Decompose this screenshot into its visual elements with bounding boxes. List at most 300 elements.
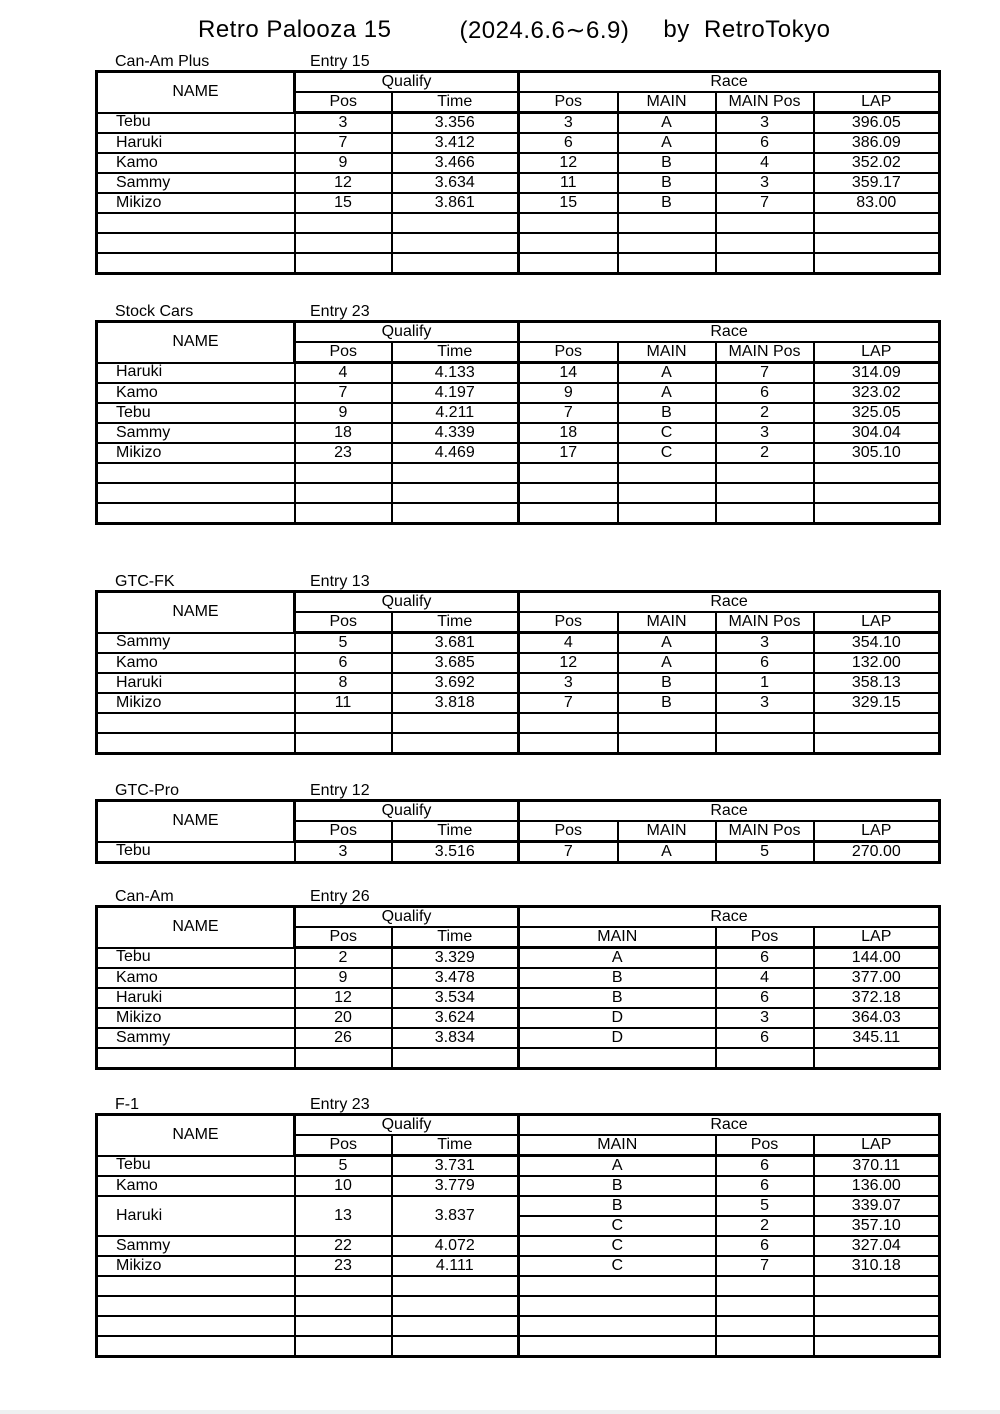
cell-name: Kamo bbox=[97, 383, 295, 403]
header-race-lap: LAP bbox=[814, 1135, 940, 1156]
header-race-main: MAIN bbox=[618, 342, 716, 363]
header-race-lap: LAP bbox=[814, 927, 940, 948]
header-qualify-time: Time bbox=[392, 1135, 519, 1156]
cell-race-main: A bbox=[519, 1156, 716, 1177]
results-sections bbox=[0, 50, 1000, 1358]
header-row-groups bbox=[97, 322, 940, 343]
cell-race-main bbox=[618, 483, 716, 503]
header-qualify-pos: Pos bbox=[295, 342, 392, 363]
cell-race-pos: 6 bbox=[716, 1236, 814, 1256]
cell-qualify-pos: 23 bbox=[295, 443, 392, 463]
table-row bbox=[97, 1028, 940, 1048]
cell-race-main: C bbox=[519, 1216, 716, 1236]
cell-qualify-time bbox=[392, 213, 519, 233]
cell-race-main: B bbox=[618, 403, 716, 423]
cell-qualify-pos: 12 bbox=[295, 173, 392, 193]
cell-race-main: A bbox=[618, 113, 716, 134]
cell-race-pos: 6 bbox=[716, 948, 814, 969]
cell-qualify-time: 4.072 bbox=[392, 1236, 519, 1256]
header-row-groups bbox=[97, 1115, 940, 1136]
cell-race-pos: 4 bbox=[716, 968, 814, 988]
cell-race-pos: 6 bbox=[716, 1156, 814, 1177]
cell-name: Haruki bbox=[97, 673, 295, 693]
section-entry-count: Entry 13 bbox=[310, 573, 370, 590]
cell-name: Sammy bbox=[97, 1236, 295, 1256]
table-row bbox=[97, 633, 940, 654]
empty-row bbox=[97, 733, 940, 754]
cell-qualify-pos: 23 bbox=[295, 1256, 392, 1276]
cell-race-main-pos bbox=[716, 233, 814, 253]
header-qualify: Qualify bbox=[295, 72, 519, 93]
cell-race-main: B bbox=[519, 1196, 716, 1216]
cell-race-main: A bbox=[618, 633, 716, 654]
table-row bbox=[97, 1008, 940, 1028]
cell-race-lap: 364.03 bbox=[814, 1008, 940, 1028]
cell-race-lap: 358.13 bbox=[814, 673, 940, 693]
cell-qualify-pos: 7 bbox=[295, 383, 392, 403]
cell-race-pos: 12 bbox=[519, 153, 618, 173]
cell-race-main bbox=[519, 1276, 716, 1296]
cell-race-pos bbox=[519, 463, 618, 483]
cell-qualify-time bbox=[392, 1336, 519, 1357]
cell-race-main: D bbox=[519, 1008, 716, 1028]
header-qualify-pos: Pos bbox=[295, 1135, 392, 1156]
results-section bbox=[95, 779, 938, 864]
cell-name bbox=[97, 1336, 295, 1357]
cell-name: Mikizo bbox=[97, 1256, 295, 1276]
cell-name: Sammy bbox=[97, 173, 295, 193]
cell-race-main-pos: 4 bbox=[716, 153, 814, 173]
cell-name bbox=[97, 463, 295, 483]
cell-race-lap bbox=[814, 1276, 940, 1296]
title-dates: (2024.6.6∼6.9) bbox=[459, 17, 630, 44]
empty-row bbox=[97, 463, 940, 483]
cell-name: Kamo bbox=[97, 1176, 295, 1196]
cell-qualify-time: 3.634 bbox=[392, 173, 519, 193]
cell-race-pos bbox=[716, 1276, 814, 1296]
header-race: Race bbox=[519, 72, 940, 93]
table-body bbox=[97, 842, 940, 863]
header-qualify-pos: Pos bbox=[295, 927, 392, 948]
empty-row bbox=[97, 233, 940, 253]
cell-race-lap bbox=[814, 483, 940, 503]
cell-race-main-pos: 3 bbox=[716, 423, 814, 443]
cell-race-pos: 3 bbox=[519, 673, 618, 693]
cell-race-main: A bbox=[519, 948, 716, 969]
cell-qualify-time: 3.356 bbox=[392, 113, 519, 134]
cell-race-main bbox=[618, 733, 716, 754]
cell-race-lap: 396.05 bbox=[814, 113, 940, 134]
table-row bbox=[97, 403, 940, 423]
cell-race-main-pos: 6 bbox=[716, 653, 814, 673]
cell-qualify-time bbox=[392, 1316, 519, 1336]
table-row bbox=[97, 673, 940, 693]
cell-qualify-time: 4.469 bbox=[392, 443, 519, 463]
header-race-main: MAIN bbox=[618, 612, 716, 633]
cell-race-lap: 144.00 bbox=[814, 948, 940, 969]
cell-race-main: A bbox=[618, 383, 716, 403]
empty-row bbox=[97, 1336, 940, 1357]
cell-race-pos bbox=[716, 1296, 814, 1316]
cell-race-pos: 14 bbox=[519, 363, 618, 384]
empty-row bbox=[97, 1296, 940, 1316]
cell-race-pos: 2 bbox=[716, 1216, 814, 1236]
cell-name: Haruki bbox=[97, 363, 295, 384]
table-header bbox=[97, 907, 940, 948]
cell-race-main: B bbox=[618, 693, 716, 713]
cell-race-main bbox=[618, 253, 716, 274]
table-header bbox=[97, 72, 940, 113]
cell-qualify-time: 3.861 bbox=[392, 193, 519, 213]
section-class-name: GTC-Pro bbox=[115, 782, 179, 799]
cell-qualify-time: 3.818 bbox=[392, 693, 519, 713]
cell-qualify-pos: 7 bbox=[295, 133, 392, 153]
cell-race-lap: 136.00 bbox=[814, 1176, 940, 1196]
table-row bbox=[97, 173, 940, 193]
section-label bbox=[95, 50, 938, 70]
cell-qualify-pos: 2 bbox=[295, 948, 392, 969]
cell-race-lap bbox=[814, 503, 940, 524]
cell-race-pos: 7 bbox=[519, 403, 618, 423]
cell-name bbox=[97, 713, 295, 733]
table-row bbox=[97, 113, 940, 134]
empty-row bbox=[97, 1048, 940, 1069]
cell-qualify-time bbox=[392, 233, 519, 253]
cell-qualify-time bbox=[392, 733, 519, 754]
cell-name: Sammy bbox=[97, 633, 295, 654]
results-section bbox=[95, 570, 938, 755]
cell-race-main: A bbox=[618, 363, 716, 384]
cell-race-main-pos: 3 bbox=[716, 633, 814, 654]
section-entry-count: Entry 23 bbox=[310, 303, 370, 320]
table-body bbox=[97, 113, 940, 274]
header-qualify-pos: Pos bbox=[295, 612, 392, 633]
cell-race-lap bbox=[814, 1316, 940, 1336]
cell-race-main: B bbox=[519, 988, 716, 1008]
table-row bbox=[97, 1256, 940, 1276]
cell-race-main bbox=[519, 1296, 716, 1316]
cell-race-lap: 339.07 bbox=[814, 1196, 940, 1216]
cell-race-main bbox=[618, 503, 716, 524]
cell-race-pos: 18 bbox=[519, 423, 618, 443]
cell-race-lap bbox=[814, 733, 940, 754]
cell-qualify-pos bbox=[295, 1276, 392, 1296]
cell-race-main-pos: 2 bbox=[716, 403, 814, 423]
section-class-name: F-1 bbox=[115, 1096, 139, 1113]
section-entry-count: Entry 15 bbox=[310, 53, 370, 70]
section-label bbox=[95, 300, 938, 320]
header-qualify: Qualify bbox=[295, 907, 519, 928]
cell-race-main-pos: 2 bbox=[716, 443, 814, 463]
cell-race-pos: 9 bbox=[519, 383, 618, 403]
cell-qualify-pos bbox=[295, 253, 392, 274]
header-qualify-time: Time bbox=[392, 92, 519, 113]
section-label bbox=[95, 1093, 938, 1113]
header-race: Race bbox=[519, 1115, 940, 1136]
cell-race-main-pos bbox=[716, 503, 814, 524]
cell-name bbox=[97, 733, 295, 754]
cell-qualify-time: 3.516 bbox=[392, 842, 519, 863]
results-section bbox=[95, 300, 938, 525]
cell-qualify-pos: 4 bbox=[295, 363, 392, 384]
cell-qualify-pos: 3 bbox=[295, 842, 392, 863]
section-label bbox=[95, 885, 938, 905]
cell-race-main: A bbox=[618, 133, 716, 153]
cell-qualify-pos: 18 bbox=[295, 423, 392, 443]
cell-race-lap: 372.18 bbox=[814, 988, 940, 1008]
cell-name: Tebu bbox=[97, 948, 295, 969]
header-race-pos: Pos bbox=[716, 1135, 814, 1156]
cell-name: Mikizo bbox=[97, 193, 295, 213]
cell-qualify-pos: 5 bbox=[295, 1156, 392, 1177]
header-race-main-pos: MAIN Pos bbox=[716, 612, 814, 633]
cell-race-pos: 6 bbox=[519, 133, 618, 153]
cell-race-lap: 345.11 bbox=[814, 1028, 940, 1048]
table-row bbox=[97, 383, 940, 403]
cell-qualify-pos: 26 bbox=[295, 1028, 392, 1048]
cell-race-lap bbox=[814, 233, 940, 253]
cell-race-main: B bbox=[618, 173, 716, 193]
header-row-groups bbox=[97, 592, 940, 613]
cell-race-main-pos bbox=[716, 733, 814, 754]
cell-race-pos: 6 bbox=[716, 1176, 814, 1196]
page-edge bbox=[0, 1410, 1000, 1414]
cell-qualify-time bbox=[392, 463, 519, 483]
cell-qualify-time: 4.211 bbox=[392, 403, 519, 423]
cell-qualify-time: 4.111 bbox=[392, 1256, 519, 1276]
cell-name bbox=[97, 1296, 295, 1316]
header-race: Race bbox=[519, 322, 940, 343]
cell-qualify-pos: 9 bbox=[295, 403, 392, 423]
cell-race-main-pos bbox=[716, 713, 814, 733]
cell-race-pos: 3 bbox=[716, 1008, 814, 1028]
table-row bbox=[97, 153, 940, 173]
table-header bbox=[97, 592, 940, 633]
cell-race-lap bbox=[814, 463, 940, 483]
cell-race-main: B bbox=[618, 673, 716, 693]
header-race-main-pos: MAIN Pos bbox=[716, 92, 814, 113]
table-row bbox=[97, 693, 940, 713]
cell-qualify-time: 3.466 bbox=[392, 153, 519, 173]
section-class-name: Stock Cars bbox=[115, 303, 194, 320]
results-section bbox=[95, 885, 938, 1070]
cell-race-pos bbox=[519, 503, 618, 524]
header-race-pos: Pos bbox=[519, 92, 618, 113]
cell-race-main-pos: 3 bbox=[716, 173, 814, 193]
cell-name: Mikizo bbox=[97, 1008, 295, 1028]
cell-qualify-time bbox=[392, 1276, 519, 1296]
cell-race-lap: 386.09 bbox=[814, 133, 940, 153]
cell-qualify-pos: 3 bbox=[295, 113, 392, 134]
cell-name bbox=[97, 1276, 295, 1296]
header-race-pos: Pos bbox=[519, 821, 618, 842]
cell-race-main-pos: 7 bbox=[716, 363, 814, 384]
header-qualify-time: Time bbox=[392, 342, 519, 363]
cell-race-lap: 323.02 bbox=[814, 383, 940, 403]
results-section bbox=[95, 1093, 938, 1358]
cell-qualify-time bbox=[392, 503, 519, 524]
header-qualify-pos: Pos bbox=[295, 821, 392, 842]
cell-race-lap: 370.11 bbox=[814, 1156, 940, 1177]
cell-race-main-pos: 5 bbox=[716, 842, 814, 863]
empty-row bbox=[97, 1276, 940, 1296]
cell-race-pos: 7 bbox=[519, 693, 618, 713]
cell-name bbox=[97, 1048, 295, 1069]
results-table bbox=[95, 320, 941, 525]
cell-race-main: B bbox=[618, 193, 716, 213]
header-race-main: MAIN bbox=[519, 927, 716, 948]
cell-race-main-pos bbox=[716, 253, 814, 274]
cell-qualify-pos: 15 bbox=[295, 193, 392, 213]
header-qualify-time: Time bbox=[392, 612, 519, 633]
header-race-pos: Pos bbox=[716, 927, 814, 948]
empty-row bbox=[97, 713, 940, 733]
header-race-lap: LAP bbox=[814, 92, 940, 113]
cell-race-main bbox=[618, 713, 716, 733]
cell-qualify-time bbox=[392, 1048, 519, 1069]
cell-race-lap: 270.00 bbox=[814, 842, 940, 863]
cell-race-main: D bbox=[519, 1028, 716, 1048]
header-race-pos: Pos bbox=[519, 342, 618, 363]
cell-race-lap bbox=[814, 1336, 940, 1357]
cell-race-pos bbox=[716, 1336, 814, 1357]
cell-qualify-pos: 13 bbox=[295, 1196, 392, 1236]
header-row-groups bbox=[97, 801, 940, 822]
header-race-lap: LAP bbox=[814, 821, 940, 842]
cell-qualify-pos: 8 bbox=[295, 673, 392, 693]
cell-qualify-time: 3.624 bbox=[392, 1008, 519, 1028]
section-class-name: GTC-FK bbox=[115, 573, 175, 590]
cell-race-main-pos: 6 bbox=[716, 383, 814, 403]
cell-race-pos: 3 bbox=[519, 113, 618, 134]
cell-name: Mikizo bbox=[97, 443, 295, 463]
cell-race-main: B bbox=[618, 153, 716, 173]
cell-race-lap: 310.18 bbox=[814, 1256, 940, 1276]
cell-race-pos: 7 bbox=[519, 842, 618, 863]
cell-qualify-pos bbox=[295, 1316, 392, 1336]
cell-race-lap: 314.09 bbox=[814, 363, 940, 384]
header-race-main: MAIN bbox=[618, 92, 716, 113]
header-race-main: MAIN bbox=[618, 821, 716, 842]
cell-race-lap: 132.00 bbox=[814, 653, 940, 673]
cell-race-lap: 83.00 bbox=[814, 193, 940, 213]
cell-race-pos: 7 bbox=[716, 1256, 814, 1276]
cell-race-main: A bbox=[618, 653, 716, 673]
cell-name bbox=[97, 503, 295, 524]
cell-qualify-pos: 12 bbox=[295, 988, 392, 1008]
cell-qualify-time bbox=[392, 483, 519, 503]
cell-race-main: C bbox=[519, 1236, 716, 1256]
cell-qualify-pos: 9 bbox=[295, 968, 392, 988]
cell-name: Kamo bbox=[97, 153, 295, 173]
header-name: NAME bbox=[97, 322, 295, 363]
cell-qualify-pos bbox=[295, 503, 392, 524]
table-body bbox=[97, 1156, 940, 1357]
table-row bbox=[97, 193, 940, 213]
cell-race-lap: 329.15 bbox=[814, 693, 940, 713]
header-name: NAME bbox=[97, 907, 295, 948]
cell-race-pos: 17 bbox=[519, 443, 618, 463]
empty-row bbox=[97, 213, 940, 233]
table-body bbox=[97, 363, 940, 524]
cell-race-pos: 6 bbox=[716, 1028, 814, 1048]
table-row bbox=[97, 423, 940, 443]
table-header bbox=[97, 1115, 940, 1156]
header-qualify: Qualify bbox=[295, 592, 519, 613]
cell-race-lap: 357.10 bbox=[814, 1216, 940, 1236]
header-qualify-time: Time bbox=[392, 927, 519, 948]
cell-race-lap: 304.04 bbox=[814, 423, 940, 443]
cell-qualify-time: 3.412 bbox=[392, 133, 519, 153]
section-entry-count: Entry 12 bbox=[310, 782, 370, 799]
cell-race-lap: 352.02 bbox=[814, 153, 940, 173]
cell-race-pos: 11 bbox=[519, 173, 618, 193]
cell-race-main-pos bbox=[716, 213, 814, 233]
cell-name: Sammy bbox=[97, 423, 295, 443]
cell-qualify-time: 3.834 bbox=[392, 1028, 519, 1048]
table-header bbox=[97, 322, 940, 363]
table-row bbox=[97, 1236, 940, 1256]
header-race: Race bbox=[519, 801, 940, 822]
cell-race-pos bbox=[716, 1048, 814, 1069]
cell-qualify-pos: 20 bbox=[295, 1008, 392, 1028]
cell-name: Tebu bbox=[97, 113, 295, 134]
cell-race-pos: 6 bbox=[716, 988, 814, 1008]
cell-qualify-pos bbox=[295, 463, 392, 483]
cell-qualify-time: 4.197 bbox=[392, 383, 519, 403]
cell-qualify-time bbox=[392, 253, 519, 274]
cell-qualify-pos bbox=[295, 1336, 392, 1357]
cell-race-main-pos: 3 bbox=[716, 693, 814, 713]
empty-row bbox=[97, 1316, 940, 1336]
table-body bbox=[97, 633, 940, 754]
cell-race-lap bbox=[814, 213, 940, 233]
cell-qualify-time: 3.478 bbox=[392, 968, 519, 988]
cell-name: Kamo bbox=[97, 653, 295, 673]
table-row bbox=[97, 133, 940, 153]
header-name: NAME bbox=[97, 72, 295, 113]
table-row bbox=[97, 968, 940, 988]
section-label bbox=[95, 779, 938, 799]
table-header bbox=[97, 801, 940, 842]
table-row bbox=[97, 1196, 940, 1216]
cell-race-pos bbox=[519, 233, 618, 253]
cell-race-pos: 15 bbox=[519, 193, 618, 213]
header-race-main-pos: MAIN Pos bbox=[716, 342, 814, 363]
header-row-groups bbox=[97, 72, 940, 93]
cell-race-lap bbox=[814, 1296, 940, 1316]
cell-qualify-time: 3.837 bbox=[392, 1196, 519, 1236]
cell-qualify-pos: 10 bbox=[295, 1176, 392, 1196]
header-race-lap: LAP bbox=[814, 342, 940, 363]
header-race-lap: LAP bbox=[814, 612, 940, 633]
cell-qualify-time: 3.779 bbox=[392, 1176, 519, 1196]
table-row bbox=[97, 1156, 940, 1177]
header-name: NAME bbox=[97, 1115, 295, 1156]
table-row bbox=[97, 988, 940, 1008]
section-label bbox=[95, 570, 938, 590]
cell-qualify-pos: 6 bbox=[295, 653, 392, 673]
results-table bbox=[95, 799, 941, 864]
cell-race-main-pos: 1 bbox=[716, 673, 814, 693]
cell-qualify-pos: 9 bbox=[295, 153, 392, 173]
cell-race-pos: 12 bbox=[519, 653, 618, 673]
header-race-main: MAIN bbox=[519, 1135, 716, 1156]
header-race-pos: Pos bbox=[519, 612, 618, 633]
header-name: NAME bbox=[97, 801, 295, 842]
table-row bbox=[97, 363, 940, 384]
cell-qualify-pos bbox=[295, 233, 392, 253]
